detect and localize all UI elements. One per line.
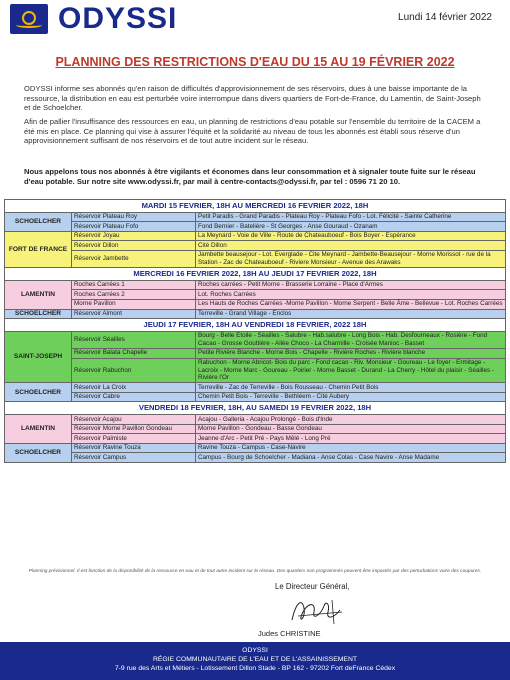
table-row <box>5 309 506 319</box>
areas-cell: La Meynard - Voie de Ville - Route de Chateauboeuf - Bois Boyer - Espérance <box>196 231 506 241</box>
reservoir-cell: Réservoir Séailles <box>72 331 196 348</box>
table-row <box>5 280 506 290</box>
period-header-row <box>5 200 506 213</box>
reservoir-cell: Réservoir Dillon <box>72 241 196 251</box>
period-header: JEUDI 17 FEVRIER, 18H AU VENDREDI 18 FEVRIER, 2022 18H <box>5 319 506 332</box>
commune-cell: SAINT-JOSEPH <box>5 331 72 383</box>
reservoir-cell: Réservoir Balata Chapelle <box>72 348 196 358</box>
table-row <box>5 453 506 463</box>
commune-cell: SCHOELCHER <box>5 443 72 462</box>
areas-cell: Morne Pavillon - Gondeau - Basse Gondeau <box>196 424 506 434</box>
areas-cell: Campus - Bourg de Schoelcher - Madiana - Anse Colas - Case Navire - Anse Madame <box>196 453 506 463</box>
table-row <box>5 424 506 434</box>
reservoir-cell: Réservoir Acajou <box>72 415 196 425</box>
period-header-row <box>5 319 506 332</box>
table-row <box>5 358 506 383</box>
areas-cell: Jambette beausejour - Lot. Everglade - Cite Meynard - Jambette-Beausejour - Morne Morissot - rue de la Station - Zac de Chateauboeuf - Riviere Monsieur - Avenue des Arawaks <box>196 250 506 267</box>
table-row <box>5 241 506 251</box>
signature-name: Judes CHRISTINE <box>258 629 321 638</box>
reservoir-cell: Roches Carrées 1 <box>72 280 196 290</box>
commune-cell: LAMENTIN <box>5 280 72 309</box>
areas-cell: Acajou - Galleria - Acajou Prolongé - Bois d'Inde <box>196 415 506 425</box>
areas-cell: Les Hauts de Roches Carrées -Morne Pavillon - Morne Serpent - Belle Âme - Bellevue - Lot. Roches Carrées <box>196 299 506 309</box>
areas-cell: Rabuchon - Morne Abricot- Bois du parc - Fond cacao - Riv. Monsieur - Goureau - Le foyer - Ermitage - Lacroix - Morne Marc - Goureau - Poirier - Morne Basset - Durand - La Cherry - Hôtel du plaisir - Séailles - Rivière l'Or <box>196 358 506 383</box>
table-row <box>5 222 506 232</box>
intro-paragraph: ODYSSI informe ses abonnés qu'en raison de difficultés d'approvisionnement de ses réservoirs, dues à une baisse importante de la ressource, la distribution en eau est perturbée voire interrompue dans divers quartiers de Fort-de-France, du Lamentin, de Saint-Joseph et de Schoelcher. <box>24 84 481 113</box>
areas-cell: Petite Rivière Blanche - Morne Bois - Chapelle - Rivière Roches - Rivière blanche <box>196 348 506 358</box>
areas-cell: Petit Paradis - Grand Paradis - Plateau Roy - Plateau Fofo - Lot. Félicité - Sainte Catherine <box>196 212 506 222</box>
footer-org: ODYSSI <box>242 647 268 654</box>
reservoir-cell: Réservoir Campus <box>72 453 196 463</box>
commune-cell: FORT DE FRANCE <box>5 231 72 267</box>
reservoir-cell: Morne Pavillon <box>72 299 196 309</box>
table-row <box>5 250 506 267</box>
reservoir-cell: Roches Carrées 2 <box>72 290 196 300</box>
areas-cell: Lot. Roches Carrées <box>196 290 506 300</box>
table-row <box>5 299 506 309</box>
areas-cell: Cité Dillon <box>196 241 506 251</box>
table-row <box>5 434 506 444</box>
period-header: VENDREDI 18 FEVRIER, 18H, AU SAMEDI 19 FEVRIER 2022, 18H <box>5 402 506 415</box>
header <box>0 0 510 40</box>
areas-cell: Jeanne d'Arc - Petit Pré - Pays Mêlé - Long Pré <box>196 434 506 444</box>
footer <box>0 642 510 680</box>
commune-cell: SCHOELCHER <box>5 383 72 402</box>
areas-cell: Bourg - Belle Etoile - Séailles - Salubre - Hab.salubre - Long Bois - Hab. Desfourneaux - Rosière - Fond Cacao - Grosse Gouttière - Allée Choco - La Charmille - Croisée Manioc - Basset <box>196 331 506 348</box>
areas-cell: Chemin Petit Bois - Terreville - Bethléem - Cité Aubery <box>196 392 506 402</box>
period-header-row <box>5 402 506 415</box>
document-date: Lundi 14 février 2022 <box>398 12 492 23</box>
reservoir-cell: Réservoir Morne Pavillon Gondeau <box>72 424 196 434</box>
signature-role: Le Directeur Général, <box>275 582 350 591</box>
areas-cell: Terreville - Zac de Terreville - Bois Rousseau - Chemin Petit Bois <box>196 383 506 393</box>
reservoir-cell: Réservoir Ravine Touza <box>72 443 196 453</box>
reservoir-cell: Réservoir Plateau Roy <box>72 212 196 222</box>
areas-cell: Ravine Touza - Campus - Case-Navire <box>196 443 506 453</box>
reservoir-cell: Réservoir Palmiste <box>72 434 196 444</box>
odyssi-logo-icon <box>10 4 48 34</box>
reservoir-cell: Réservoir Rabuchon <box>72 358 196 383</box>
footer-org-full: RÉGIE COMMUNAUTAIRE DE L'EAU ET DE L'ASSAINISSEMENT <box>152 656 358 663</box>
planning-paragraph: Afin de pallier l'insuffisance des ressources en eau, un planning de restrictions d'eau potable sur l'ensemble du territoire de la CACEM a été mis en place. Ce planning qui vise à assurer l'équité et la solidarité au niveau de tous les abonnés est établi sous réserve d'un approvisionnement suffisant de nos réservoirs et de tout autre incident sur le réseau. <box>24 117 481 146</box>
table-row <box>5 212 506 222</box>
table-row <box>5 415 506 425</box>
commune-cell: SCHOELCHER <box>5 309 72 319</box>
footer-address: 7-9 rue des Arts et Métiers - Lotissement Dillon Stade - BP 162 - 97202 Fort deFrance Cédex <box>114 665 396 672</box>
areas-cell: Terreville - Grand Village - Enclos <box>196 309 506 319</box>
areas-cell: Fond Bernier - Batelière - St Georges - Anse Gouraud - Ozanam <box>196 222 506 232</box>
table-row <box>5 231 506 241</box>
table-row <box>5 348 506 358</box>
areas-cell: Roches carrées - Petit Morne - Brasserie Lorraine - Place d'Armes <box>196 280 506 290</box>
reservoir-cell: Réservoir Joyau <box>72 231 196 241</box>
reservoir-cell: Réservoir Cabre <box>72 392 196 402</box>
logo-text: ODYSSI <box>58 2 178 35</box>
reservoir-cell: Réservoir Almont <box>72 309 196 319</box>
table-row <box>5 443 506 453</box>
page-title: PLANNING DES RESTRICTIONS D'EAU DU 15 AU 19 FÉVRIER 2022 <box>55 55 455 69</box>
reservoir-cell: Réservoir Jambette <box>72 250 196 267</box>
table-row <box>5 392 506 402</box>
table-row <box>5 331 506 348</box>
period-header: MERCREDI 16 FEVRIER 2022, 18H AU JEUDI 17 FEVRIER 2022, 18H <box>5 268 506 281</box>
contact-paragraph: Nous appelons tous nos abonnés à être vigilants et économes dans leur consommation et à signaler toute fuite sur le réseau d'eau potable. Sur notre site www.odyssi.fr, par mail à centre-contacts@odyssi.fr, par tel : 0596 71 20 10. <box>24 167 476 186</box>
period-header: MARDI 15 FEVRIER, 18H AU MERCREDI 16 FEVRIER 2022, 18H <box>5 200 506 213</box>
commune-cell: LAMENTIN <box>5 415 72 444</box>
table-row <box>5 290 506 300</box>
reservoir-cell: Réservoir Plateau Fofo <box>72 222 196 232</box>
reservoir-cell: Réservoir La Croix <box>72 383 196 393</box>
footnote: Planning prévisionnel. Il est fonction de la disponibilité de la ressource en eau et de tout autre incident sur le réseau. Des quartiers non programmés peuvent être impactés par des perturbations voire des coupures. <box>28 569 482 574</box>
handwritten-signature <box>262 594 372 628</box>
table-row <box>5 383 506 393</box>
commune-cell: SCHOELCHER <box>5 212 72 231</box>
period-header-row <box>5 268 506 281</box>
restriction-schedule-table <box>4 199 506 463</box>
